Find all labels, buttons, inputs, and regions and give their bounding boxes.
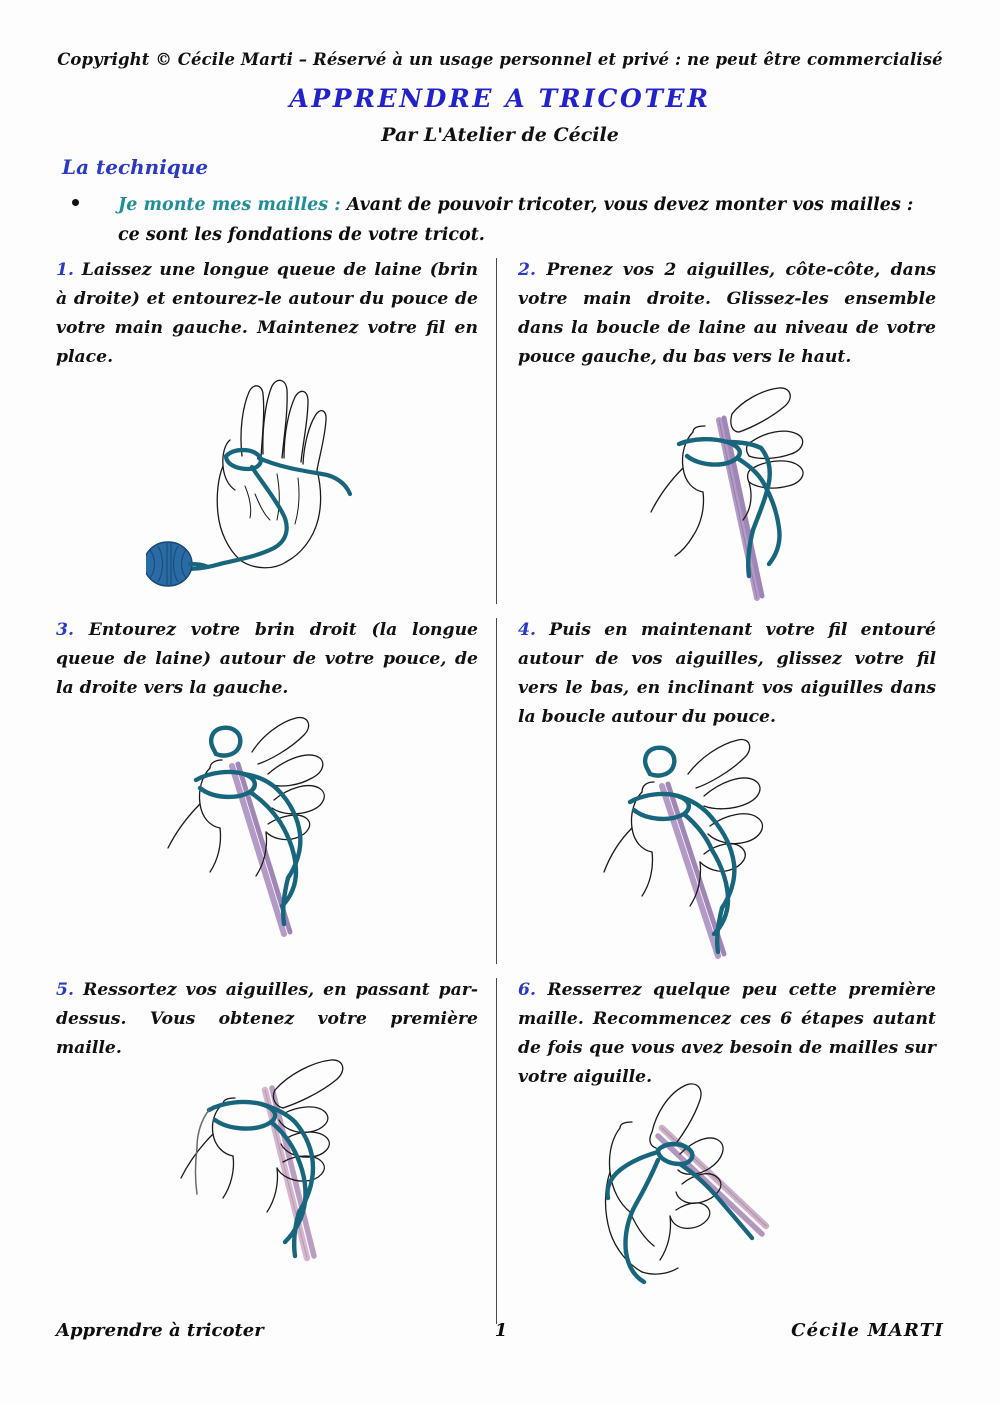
step-text-5 xyxy=(56,976,478,1063)
step-cell-5 xyxy=(56,976,496,1336)
step-number-6: 6. xyxy=(518,980,536,1000)
steps-row xyxy=(56,616,936,976)
step-cell-3 xyxy=(56,616,496,976)
intro-bullet-text xyxy=(118,190,934,250)
illustration-step-1 xyxy=(56,374,496,593)
step-body-2: Prenez vos 2 aiguilles, côte-côte, dans votre main droite. Glissez-les ensemble dans la boucle de laine au niveau de votre pouce gauche, du bas vers le haut. xyxy=(518,260,936,367)
step-number-2: 2. xyxy=(518,260,536,280)
step-cell-1 xyxy=(56,256,496,616)
section-heading: La technique xyxy=(62,155,209,179)
page-footer xyxy=(56,1320,944,1341)
step-number-1: 1. xyxy=(56,260,74,280)
footer-author: Cécile MARTI xyxy=(791,1320,944,1341)
step-body-3: Entourez votre brin droit (la longue queue de laine) autour de votre pouce, de la droite vers la gauche. xyxy=(56,620,478,698)
bullet-point-icon xyxy=(72,199,79,206)
steps-row xyxy=(56,256,936,616)
copyright-notice: Copyright © Cécile Marti – Réservé à un usage personnel et privé : ne peut être commercialisé xyxy=(57,50,943,69)
step-text-3 xyxy=(56,616,478,703)
step-cell-4 xyxy=(496,616,936,976)
step-body-5: Ressortez vos aiguilles, en passant par-dessus. Vous obtenez votre première maille. xyxy=(56,980,478,1058)
steps-row xyxy=(56,976,936,1336)
illustration-step-3 xyxy=(56,708,496,947)
illustration-step-6 xyxy=(496,1080,936,1289)
illustration-step-4 xyxy=(496,734,936,968)
page-title: APPRENDRE A TRICOTER xyxy=(289,84,711,113)
step-number-5: 5. xyxy=(56,980,74,1000)
step-number-3: 3. xyxy=(56,620,74,640)
page-subtitle: Par L'Atelier de Cécile xyxy=(381,124,619,146)
step-text-2 xyxy=(518,256,936,372)
illustration-step-5 xyxy=(56,1054,496,1273)
steps-grid xyxy=(56,256,936,1336)
intro-bullet-body: Avant de pouvoir tricoter, vous devez monter vos mailles : ce sont les fondations de votre tricot. xyxy=(118,195,914,246)
footer-document-title: Apprendre à tricoter xyxy=(56,1320,264,1341)
footer-page-number: 1 xyxy=(494,1320,508,1341)
step-text-4 xyxy=(518,616,936,732)
step-number-4: 4. xyxy=(518,620,536,640)
intro-bullet-lede: Je monte mes mailles : xyxy=(118,195,341,215)
step-body-1: Laissez une longue queue de laine (brin à droite) et entourez-le autour du pouce de votre main gauche. Maintenez votre fil en place. xyxy=(56,260,478,367)
illustration-step-2 xyxy=(496,384,936,613)
yarn-ball xyxy=(146,542,208,586)
step-body-6: Resserrez quelque peu cette première maille. Recommencez ces 6 étapes autant de fois que vous avez besoin de mailles sur votre aiguille. xyxy=(518,980,936,1087)
intro-bullet xyxy=(72,190,934,250)
step-text-1 xyxy=(56,256,478,372)
step-text-6 xyxy=(518,976,936,1092)
step-cell-6 xyxy=(496,976,936,1336)
step-cell-2 xyxy=(496,256,936,616)
step-body-4: Puis en maintenant votre fil entouré autour de vos aiguilles, glissez votre fil vers le bas, en inclinant vos aiguilles dans la boucle autour du pouce. xyxy=(518,620,936,727)
